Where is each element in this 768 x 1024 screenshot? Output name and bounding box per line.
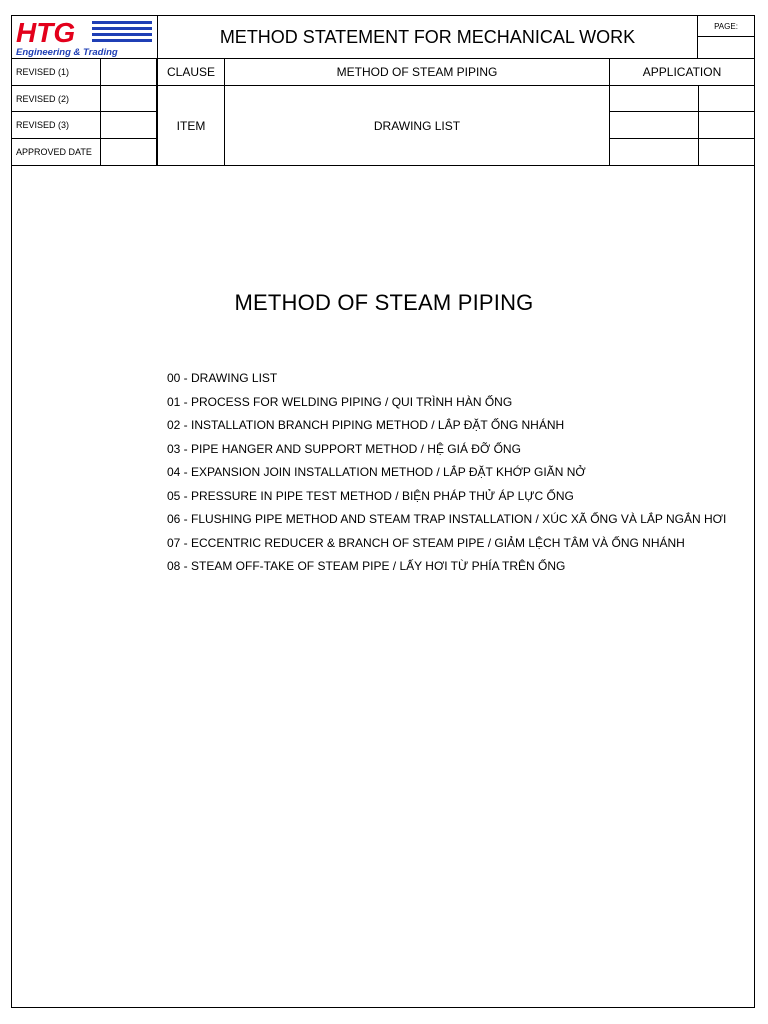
title-block bbox=[11, 15, 755, 166]
logo-letters: HTG bbox=[16, 17, 76, 48]
clause-value: METHOD OF STEAM PIPING bbox=[224, 58, 610, 86]
page-label: PAGE: bbox=[697, 15, 755, 37]
list-item: 04 - EXPANSION JOIN INSTALLATION METHOD / LẮP ĐẶT KHỚP GIÃN NỞ bbox=[167, 465, 586, 479]
list-item: 02 - INSTALLATION BRANCH PIPING METHOD / LẮP ĐẶT ỐNG NHÁNH bbox=[167, 418, 565, 432]
list-item: 05 - PRESSURE IN PIPE TEST METHOD / BIỆN PHÁP THỬ ÁP LỰC ỐNG bbox=[167, 488, 574, 503]
list-item: 07 - ECCENTRIC REDUCER & BRANCH OF STEAM PIPE / GIẢM LỆCH TÂM VÀ ỐNG NHÁNH bbox=[167, 535, 685, 550]
revised-2-value bbox=[100, 85, 157, 112]
application-label: APPLICATION bbox=[609, 58, 755, 86]
list-item: 03 - PIPE HANGER AND SUPPORT METHOD / HỆ GIÁ ĐỠ ỐNG bbox=[167, 441, 521, 456]
document-title: METHOD STATEMENT FOR MECHANICAL WORK bbox=[157, 15, 698, 59]
list-item: 06 - FLUSHING PIPE METHOD AND STEAM TRAP INSTALLATION / XÚC XÃ ỐNG VÀ LẮP NGẮN HƠI bbox=[167, 512, 727, 526]
revised-3-label: REVISED (3) bbox=[11, 111, 101, 139]
application-cell bbox=[698, 85, 755, 112]
application-cell bbox=[698, 138, 755, 166]
drawing-list bbox=[167, 370, 726, 582]
list-item: 08 - STEAM OFF-TAKE OF STEAM PIPE / LẤY HƠI TỪ PHÍA TRÊN ỐNG bbox=[167, 559, 566, 573]
revised-3-value bbox=[100, 111, 157, 139]
approved-date-value bbox=[100, 138, 157, 166]
content-title: METHOD OF STEAM PIPING bbox=[234, 290, 534, 315]
item-value: DRAWING LIST bbox=[224, 85, 610, 166]
logo-tagline: Engineering & Trading bbox=[16, 47, 118, 58]
application-cell bbox=[609, 111, 699, 139]
clause-label: CLAUSE bbox=[157, 58, 225, 86]
revised-1-value bbox=[100, 58, 157, 86]
item-label: ITEM bbox=[157, 85, 225, 166]
list-item: 00 - DRAWING LIST bbox=[167, 371, 278, 385]
application-cell bbox=[698, 111, 755, 139]
revised-2-label: REVISED (2) bbox=[11, 85, 101, 112]
list-item: 01 - PROCESS FOR WELDING PIPING / QUI TRÌNH HÀN ỐNG bbox=[167, 394, 513, 409]
page-value bbox=[697, 36, 755, 59]
application-cell bbox=[609, 138, 699, 166]
logo-cell bbox=[11, 15, 158, 59]
application-cell bbox=[609, 85, 699, 112]
revised-1-label: REVISED (1) bbox=[11, 58, 101, 86]
approved-date-label: APPROVED DATE bbox=[11, 138, 101, 166]
htg-logo bbox=[12, 16, 159, 60]
